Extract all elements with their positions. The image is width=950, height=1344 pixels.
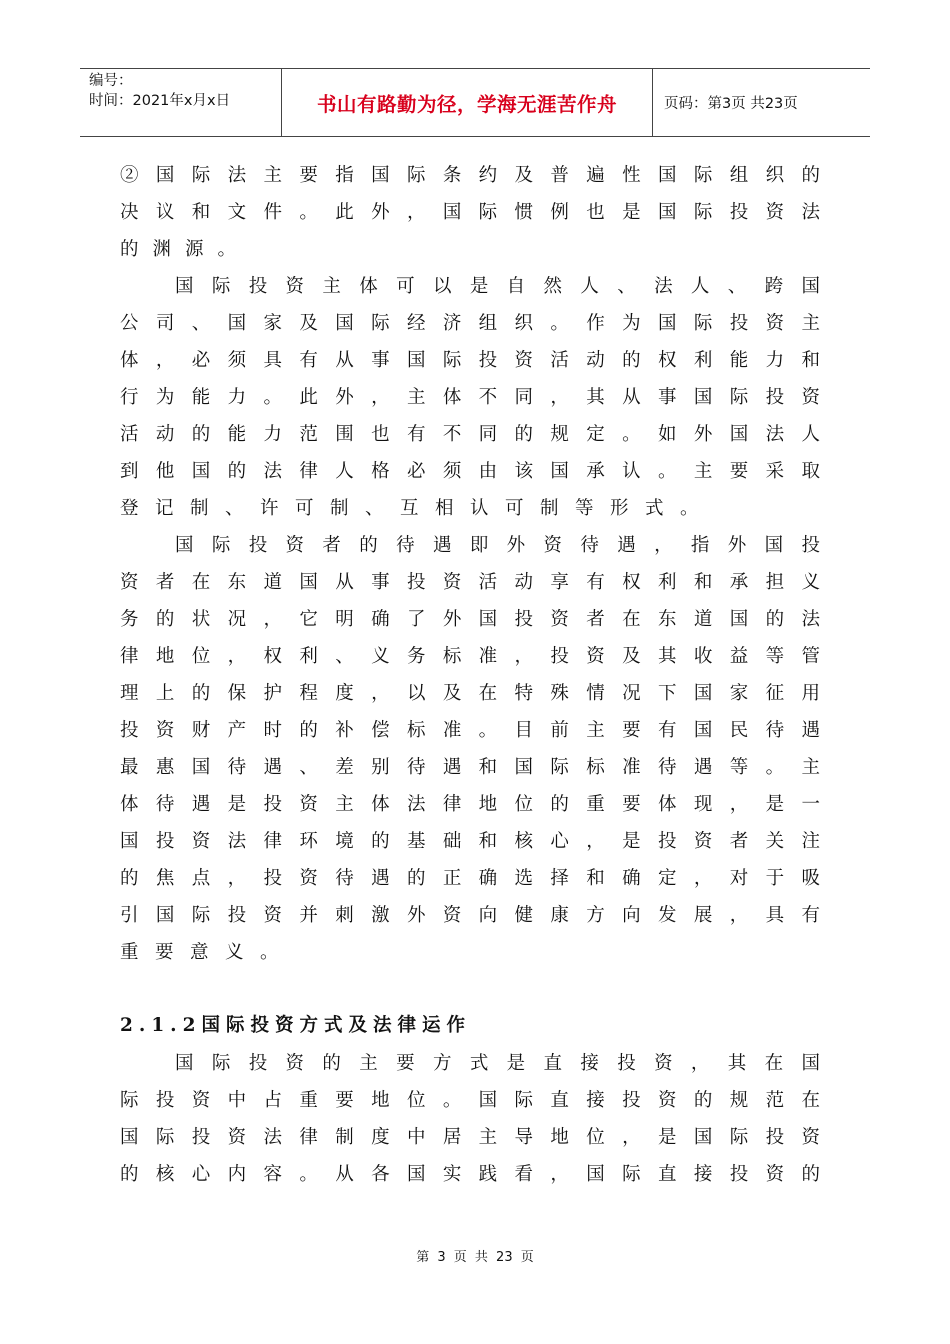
text-line: 活 动 的 能 力 范 围 也 有 不 同 的 规 定 。 如 外 国 法 人 bbox=[120, 424, 820, 445]
text-line: 决 议 和 文 件 。 此 外 ， 国 际 惯 例 也 是 国 际 投 资 法 bbox=[120, 202, 820, 223]
text-line: 国 际 投 资 者 的 待 遇 即 外 资 待 遇 ， 指 外 国 投 bbox=[175, 535, 820, 556]
paragraph-1 bbox=[120, 157, 820, 268]
section-spacer bbox=[120, 971, 820, 1007]
text-line: 的 焦 点 ， 投 资 待 遇 的 正 确 选 择 和 确 定 ， 对 于 吸 bbox=[120, 868, 820, 889]
time-label: 时间：2021年x月x日 bbox=[89, 93, 231, 109]
text-line: 引 国 际 投 资 并 刺 激 外 资 向 健 康 方 向 发 展 ， 具 有 bbox=[120, 905, 820, 926]
text-line: 登记制、许可制、互相认可制等形式。 bbox=[120, 498, 716, 519]
paragraph-2 bbox=[120, 268, 820, 527]
text-line: 务 的 状 况 ， 它 明 确 了 外 国 投 资 者 在 东 道 国 的 法 bbox=[120, 609, 820, 630]
text-line: 体 待 遇 是 投 资 主 体 法 律 地 位 的 重 要 体 现 ， 是 一 bbox=[120, 794, 820, 815]
paragraph-3 bbox=[120, 527, 820, 971]
text-line: ② 国 际 法 主 要 指 国 际 条 约 及 普 遍 性 国 际 组 织 的 bbox=[120, 165, 820, 186]
text-line: 国 际 投 资 的 主 要 方 式 是 直 接 投 资 ， 其 在 国 bbox=[175, 1053, 820, 1074]
text-line: 重要意义。 bbox=[120, 942, 296, 963]
text-line: 投 资 财 产 时 的 补 偿 标 准 。 目 前 主 要 有 国 民 待 遇 bbox=[120, 720, 820, 741]
text-line: 公 司 、 国 家 及 国 际 经 济 组 织 。 作 为 国 际 投 资 主 bbox=[120, 313, 820, 334]
page-footer: 第 3 页 共 23 页 bbox=[416, 1250, 534, 1265]
page-code: 页码：第3页 共23页 bbox=[664, 96, 798, 112]
text-line: 理 上 的 保 护 程 度 ， 以 及 在 特 殊 情 况 下 国 家 征 用 bbox=[120, 683, 820, 704]
text-line: 的渊源。 bbox=[120, 239, 251, 260]
text-line: 国 际 投 资 法 律 制 度 中 居 主 导 地 位 ， 是 国 际 投 资 bbox=[120, 1127, 820, 1148]
text-line: 际 投 资 中 占 重 要 地 位 。 国 际 直 接 投 资 的 规 范 在 bbox=[120, 1090, 820, 1111]
header-page-cell bbox=[653, 69, 870, 136]
text-line: 资 者 在 东 道 国 从 事 投 资 活 动 享 有 权 利 和 承 担 义 bbox=[120, 572, 820, 593]
text-line: 体 ， 必 须 具 有 从 事 国 际 投 资 活 动 的 权 利 能 力 和 bbox=[120, 350, 820, 371]
text-line: 国 投 资 法 律 环 境 的 基 础 和 核 心 ， 是 投 资 者 关 注 bbox=[120, 831, 820, 852]
number-label: 编号： bbox=[89, 73, 133, 89]
header-motto-cell bbox=[281, 69, 653, 136]
document-body bbox=[120, 157, 820, 1193]
text-line: 行 为 能 力 。 此 外 ， 主 体 不 同 ， 其 从 事 国 际 投 资 bbox=[120, 387, 820, 408]
section-heading: 2.1.2国际投资方式及法律运作 bbox=[120, 1015, 471, 1036]
text-line: 到 他 国 的 法 律 人 格 必 须 由 该 国 承 认 。 主 要 采 取 bbox=[120, 461, 820, 482]
motto: 书山有路勤为径，学海无涯苦作舟 bbox=[316, 92, 617, 116]
header-info bbox=[80, 69, 280, 136]
text-line: 律 地 位 ， 权 利 、 义 务 标 准 ， 投 资 及 其 收 益 等 管 bbox=[120, 646, 820, 667]
text-line: 国 际 投 资 主 体 可 以 是 自 然 人 、 法 人 、 跨 国 bbox=[175, 276, 820, 297]
text-line: 的 核 心 内 容 。 从 各 国 实 践 看 ， 国 际 直 接 投 资 的 bbox=[120, 1164, 820, 1185]
page-header bbox=[80, 68, 870, 137]
text-line: 最 惠 国 待 遇 、 差 别 待 遇 和 国 际 标 准 待 遇 等 。 主 bbox=[120, 757, 820, 778]
paragraph-4 bbox=[120, 1045, 820, 1193]
